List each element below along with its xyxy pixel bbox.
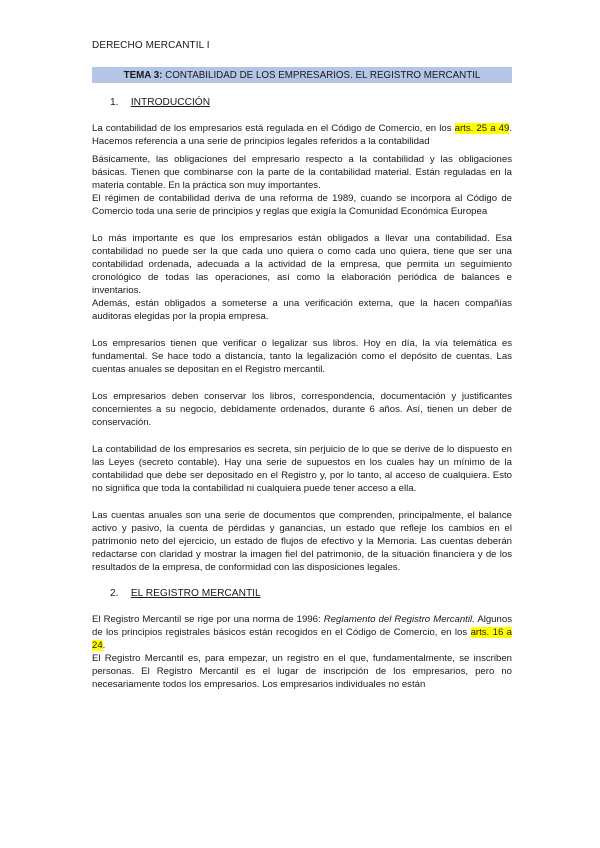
paragraph: El Registro Mercantil es, para empezar, un registro en el que, fundamentalmente, se inscriben personas. El Registro Mercantil es el lugar de inscripción de los empresarios, pero no necesariamente todos los empresarios. Los empresarios individuales no están (92, 653, 512, 690)
section-heading-introduccion (110, 97, 512, 108)
highlighted-reference: arts. 25 a 49 (454, 123, 510, 134)
section-number: 1. (110, 97, 119, 108)
paragraph-text: La contabilidad de los empresarios está regulada en el Código de Comercio, en los (92, 123, 455, 134)
section-heading-registro-mercantil (110, 588, 512, 599)
paragraph: Los empresarios tienen que verificar o legalizar sus libros. Hoy en día, la vía telemática es fundamental. Se hace todo a distancia, tanto la legalización como el depósito de cuentas. Las cuentas anuales se depositan en el Registro mercantil. (92, 338, 512, 375)
section-number: 2. (110, 588, 119, 599)
topic-label: TEMA 3: (123, 70, 163, 81)
paragraph: Los empresarios deben conservar los libros, correspondencia, documentación y justificantes concernientes a su negocio, debidamente ordenados, durante 6 años. Así, tienen un deber de conservación. (92, 391, 512, 428)
paragraph: Las cuentas anuales son una serie de documentos que comprenden, principalmente, el balance activo y pasivo, la cuenta de pérdidas y ganancias, un estado que refleje los cambios en el patrimonio neto del ejercicio, un estado de flujos de efectivo y la Memoria. Las cuentas deberán redactarse con claridad y mostrar la imagen fiel del patrimonio, de la situación financiera y de los resultados de la empresa, de conformidad con las disposiciones legales. (92, 510, 512, 573)
paragraph: El régimen de contabilidad deriva de una reforma de 1989, cuando se incorpora al Código de Comercio toda una serie de principios y reglas que exigía la Comunidad Económica Europea (92, 193, 512, 217)
paragraph: Además, están obligados a someterse a una verificación externa, que la hacen compañías auditoras elegidas por la propia empresa. (92, 298, 512, 322)
highlighted-reference: arts. 16 a 24 (92, 627, 512, 651)
section-title: EL REGISTRO MERCANTIL (130, 588, 261, 599)
paragraph: Básicamente, las obligaciones del empresario respecto a la contabilidad y las obligaciones básicas. Tienen que combinarse con la parte de la contabilidad material. Están reguladas en la materia contable. En la práctica son muy importantes. (92, 154, 512, 191)
paragraph-text: El Registro Mercantil se rige por una norma de 1996: (92, 614, 324, 625)
topic-title: CONTABILIDAD DE LOS EMPRESARIOS. EL REGISTRO MERCANTIL (165, 70, 481, 81)
paragraph (92, 122, 512, 148)
paragraph: La contabilidad de los empresarios es secreta, sin perjuicio de lo que se derive de lo dispuesto en las Leyes (secreto contable). Hay una serie de supuestos en los cuales hay un mínimo de la contabilidad que debe ser depositado en el Registro y, por lo tanto, al acceso de cualquiera. Esto no significa que toda la contabilidad ni cualquiera puede tener acceso a ella. (92, 444, 512, 494)
paragraph-text: . Hacemos referencia a una serie de principios legales referidos a la contabilidad (92, 123, 512, 147)
emphasized-title: Reglamento del Registro Mercantil. (323, 614, 475, 625)
paragraph: Lo más importante es que los empresarios están obligados a llevar una contabilidad. Esa contabilidad no puede ser la que cada uno quiera o como cada uno quiera, tiene que ser una contabilidad ordenada, adecuada a la actividad de la empresa, que permita un seguimiento cronológico de todas las operaciones, así como la elaboración periódica de balances e inventarios. (92, 233, 512, 296)
running-header: DERECHO MERCANTIL I (92, 40, 210, 51)
topic-title-bar (92, 67, 512, 83)
paragraph-text: Algunos de los principios registrales básicos están recogidos en el Código de Comercio, en los (92, 614, 512, 638)
paragraph-text: . (102, 640, 106, 651)
paragraph (92, 613, 512, 652)
section-title: INTRODUCCIÓN (130, 97, 211, 108)
